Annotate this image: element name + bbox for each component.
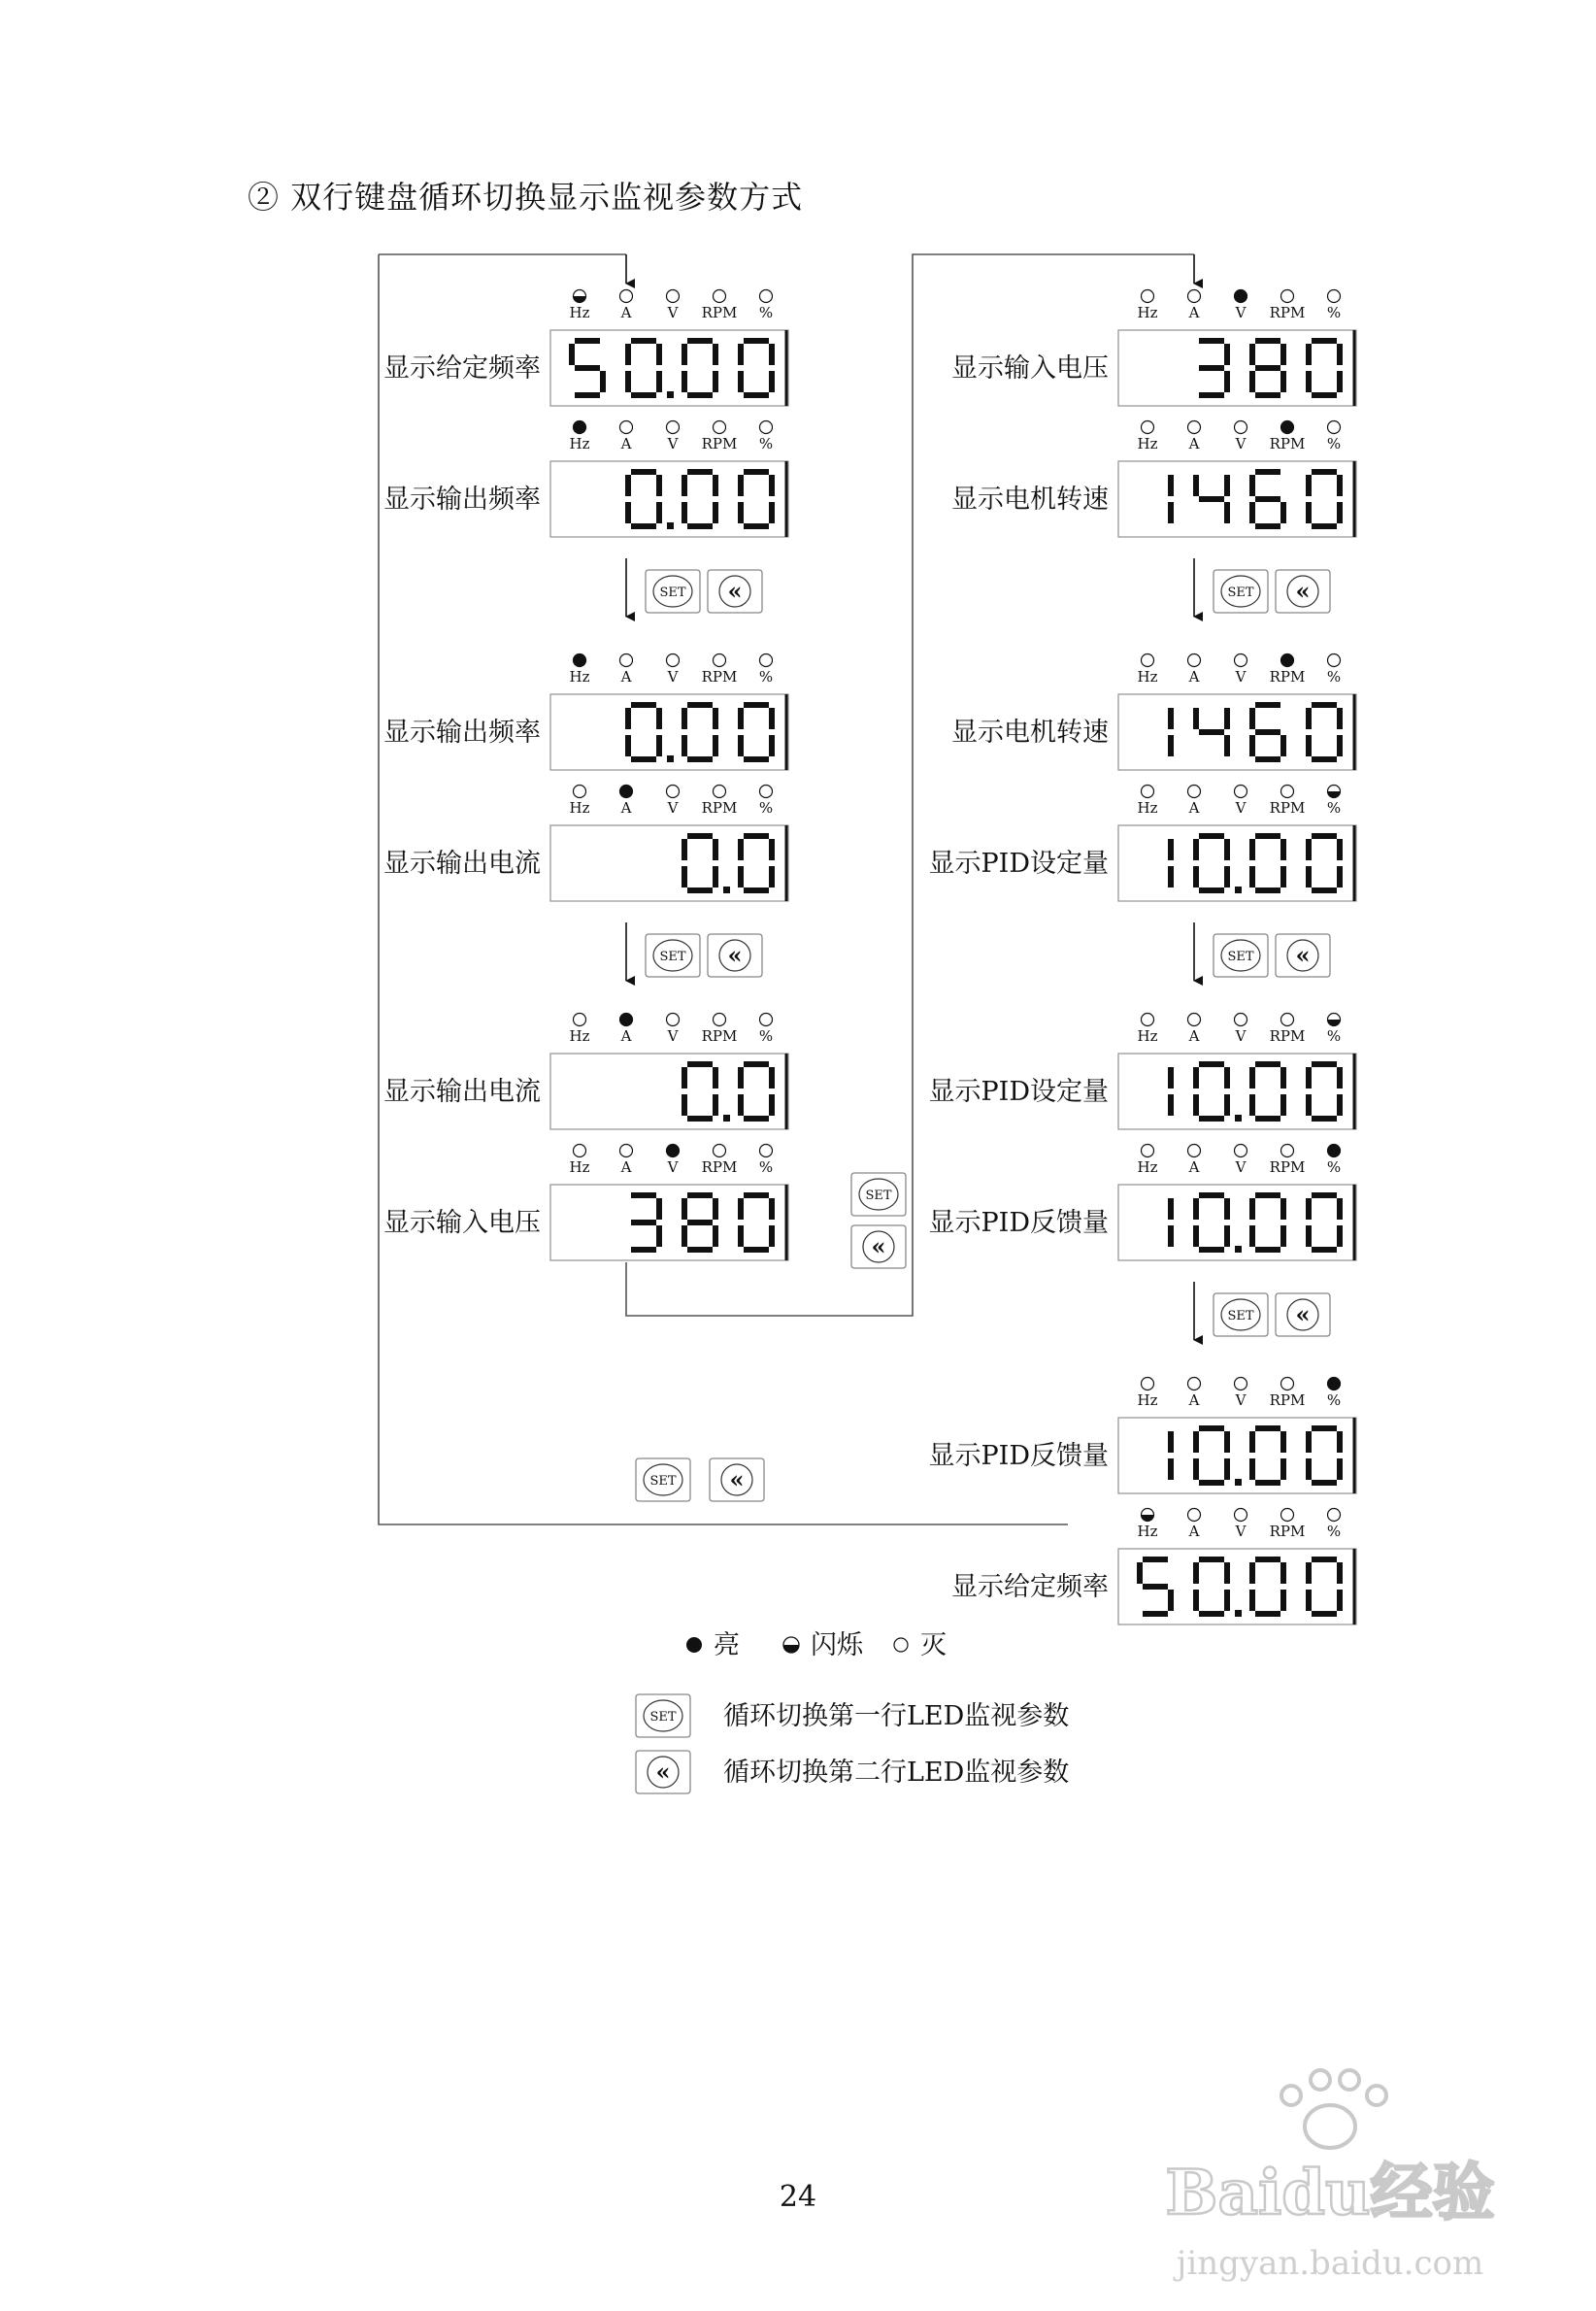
shift-key-2[interactable] xyxy=(1276,570,1330,613)
indicator-label: RPM xyxy=(701,668,738,686)
panel-r4-top-led-a-icon xyxy=(1188,1378,1201,1390)
indicator-label: RPM xyxy=(701,304,738,321)
panel-l3-top-led-v-icon xyxy=(667,1014,680,1026)
panel-l2-bottom-led-pct-icon xyxy=(760,786,773,798)
panel-l1-top-led-v-icon xyxy=(667,290,680,303)
indicator-label: % xyxy=(1326,1391,1342,1409)
panel-l3-bottom-label: 显示输入电压 xyxy=(383,1208,541,1238)
indicator-label: V xyxy=(667,1158,679,1176)
indicator-label: A xyxy=(1188,435,1200,452)
indicator-label: RPM xyxy=(1269,799,1306,817)
panel-l3-top-led-pct-icon xyxy=(760,1014,773,1026)
legend-set-key xyxy=(636,1694,690,1737)
indicator-label: RPM xyxy=(1269,1027,1306,1045)
indicator-label: % xyxy=(1326,304,1342,321)
indicator-label: A xyxy=(1188,668,1200,686)
shift-icon: « xyxy=(1295,577,1311,605)
indicator-label: Hz xyxy=(1137,799,1158,817)
indicator-label: A xyxy=(620,668,632,686)
indicator-label: V xyxy=(667,304,679,321)
indicator-label: RPM xyxy=(1269,304,1306,321)
indicator-label: RPM xyxy=(1269,1158,1306,1176)
panel-r2-bottom-led-rpm-icon xyxy=(1281,786,1294,798)
panel-l3-top-led-a-icon xyxy=(620,1014,633,1026)
panel-r2-top-label: 显示电机转速 xyxy=(951,718,1109,748)
panel-r3-bottom-led-v-icon xyxy=(1235,1145,1247,1157)
indicator-label: % xyxy=(758,668,774,686)
legend-blink-label: 闪烁 xyxy=(811,1630,863,1660)
indicator-label: V xyxy=(667,799,679,817)
legend-shift-key xyxy=(636,1751,690,1793)
set-key-0[interactable] xyxy=(646,570,700,613)
indicator-label: Hz xyxy=(569,304,590,321)
indicator-label: % xyxy=(758,1158,774,1176)
indicator-label: V xyxy=(1235,435,1247,452)
indicator-label: RPM xyxy=(701,799,738,817)
set-key-label: SET xyxy=(659,950,686,964)
panel-r2-bottom-label: 显示PID设定量 xyxy=(928,849,1109,879)
panel-l1-bottom-led-pct-icon xyxy=(760,421,773,434)
indicator-label: A xyxy=(620,1027,632,1045)
paw-pad-icon xyxy=(1305,2105,1355,2148)
indicator-label: V xyxy=(1235,1027,1247,1045)
panel-l1-top-label: 显示给定频率 xyxy=(383,353,541,384)
panel-l1-top-led-rpm-icon xyxy=(714,290,726,303)
panel-l1-top-led-hz-icon xyxy=(574,290,586,303)
watermark-url: jingyan.baidu.com xyxy=(1176,2244,1484,2283)
panel-l1-bottom-label: 显示输出频率 xyxy=(383,485,541,515)
panel-l2-top-led-pct-icon xyxy=(760,654,773,667)
indicator-label: % xyxy=(1326,1523,1342,1540)
indicator-label: A xyxy=(1188,1158,1200,1176)
indicator-label: % xyxy=(758,1027,774,1045)
set-key-2[interactable] xyxy=(1214,570,1268,613)
indicator-label: RPM xyxy=(1269,435,1306,452)
indicator-label: % xyxy=(1326,668,1342,686)
set-key-3[interactable] xyxy=(1214,934,1268,977)
panel-r3-top-label: 显示PID设定量 xyxy=(928,1077,1109,1107)
panel-r4-top-led-rpm-icon xyxy=(1281,1378,1294,1390)
panel-l1-bottom-led-a-icon xyxy=(620,421,633,434)
panel-r1-top-led-v-icon xyxy=(1235,290,1247,303)
shift-key-loop[interactable] xyxy=(851,1225,906,1268)
shift-icon: « xyxy=(655,1758,671,1786)
panel-l3-top-led-hz-icon xyxy=(574,1014,586,1026)
indicator-label: A xyxy=(620,1158,632,1176)
indicator-label: Hz xyxy=(1137,1523,1158,1540)
set-key-label: SET xyxy=(649,1710,677,1725)
watermark-brand: Baidu经验 xyxy=(1165,2157,1495,2229)
panel-r1-bottom-led-rpm-icon xyxy=(1281,421,1294,434)
indicator-label: Hz xyxy=(569,1027,590,1045)
indicator-label: % xyxy=(1326,799,1342,817)
indicator-label: % xyxy=(758,799,774,817)
panel-r4-top-led-v-icon xyxy=(1235,1378,1247,1390)
indicator-label: V xyxy=(667,435,679,452)
panel-l1-bottom-led-v-icon xyxy=(667,421,680,434)
panel-r1-top-led-hz-icon xyxy=(1142,290,1154,303)
panel-r3-bottom-label: 显示PID反馈量 xyxy=(928,1208,1109,1238)
panel-l1-bottom-led-rpm-icon xyxy=(714,421,726,434)
indicator-label: V xyxy=(667,1027,679,1045)
panel-l3-top-label: 显示输出电流 xyxy=(383,1077,541,1107)
shift-icon: « xyxy=(727,941,743,969)
set-key-1[interactable] xyxy=(646,934,700,977)
indicator-label: RPM xyxy=(701,1158,738,1176)
shift-key-1[interactable] xyxy=(708,934,762,977)
legend-set-desc: 循环切换第一行LED监视参数 xyxy=(723,1701,1070,1731)
panel-r1-top-led-a-icon xyxy=(1188,290,1201,303)
set-key-label: SET xyxy=(659,586,686,600)
shift-icon: « xyxy=(1295,941,1311,969)
shift-icon: « xyxy=(727,577,743,605)
indicator-label: % xyxy=(758,435,774,452)
panel-r4-bottom-led-a-icon xyxy=(1188,1509,1201,1522)
shift-icon: « xyxy=(729,1465,745,1493)
indicator-label: % xyxy=(1326,435,1342,452)
panel-r3-top-led-a-icon xyxy=(1188,1014,1201,1026)
indicator-label: V xyxy=(1235,1391,1247,1409)
indicator-label: V xyxy=(1235,1523,1247,1540)
panel-l3-bottom-led-hz-icon xyxy=(574,1145,586,1157)
indicator-label: A xyxy=(1188,1391,1200,1409)
panel-r3-top-led-pct-icon xyxy=(1328,1014,1341,1026)
indicator-label: Hz xyxy=(1137,304,1158,321)
panel-r1-top-label: 显示输入电压 xyxy=(951,353,1109,384)
shift-icon: « xyxy=(1295,1300,1311,1328)
panel-l2-bottom-led-rpm-icon xyxy=(714,786,726,798)
panel-r1-top-led-pct-icon xyxy=(1328,290,1341,303)
set-key-label: SET xyxy=(865,1189,892,1203)
panel-r2-top-led-v-icon xyxy=(1235,654,1247,667)
legend-shift-desc: 循环切换第二行LED监视参数 xyxy=(723,1758,1070,1788)
legend-off-label: 灭 xyxy=(920,1630,947,1660)
panel-l3-bottom-led-rpm-icon xyxy=(714,1145,726,1157)
panel-r3-bottom-led-hz-icon xyxy=(1142,1145,1154,1157)
panel-l1 xyxy=(0,0,788,537)
panel-r2-top-led-pct-icon xyxy=(1328,654,1341,667)
panel-r1-bottom-label: 显示电机转速 xyxy=(951,485,1109,515)
panel-r3-bottom-led-a-icon xyxy=(1188,1145,1201,1157)
set-key-label: SET xyxy=(1227,1309,1254,1323)
indicator-label: RPM xyxy=(701,435,738,452)
indicator-label: Hz xyxy=(569,668,590,686)
indicator-label: Hz xyxy=(1137,1158,1158,1176)
panel-r4-bottom-led-rpm-icon xyxy=(1281,1509,1294,1522)
panel-r4-top-label: 显示PID反馈量 xyxy=(928,1441,1109,1471)
panel-l1-top-led-a-icon xyxy=(620,290,633,303)
indicator-label: V xyxy=(1235,799,1247,817)
panel-r3-top-led-v-icon xyxy=(1235,1014,1247,1026)
section-heading: ② 双行键盘循环切换显示监视参数方式 xyxy=(248,179,804,216)
shift-key-0[interactable] xyxy=(708,570,762,613)
panel-r3-top-led-rpm-icon xyxy=(1281,1014,1294,1026)
indicator-label: Hz xyxy=(1137,435,1158,452)
panel-r1-top-led-rpm-icon xyxy=(1281,290,1294,303)
panel-l2-bottom-led-hz-icon xyxy=(574,786,586,798)
panel-l2-top-led-hz-icon xyxy=(574,654,586,667)
panel-l3-bottom-led-v-icon xyxy=(667,1145,680,1157)
indicator-label: V xyxy=(1235,668,1247,686)
indicator-label: A xyxy=(620,304,632,321)
panel-r4-bottom-led-hz-icon xyxy=(1142,1509,1154,1522)
panel-r4-bottom-led-pct-icon xyxy=(1328,1509,1341,1522)
shift-key-3[interactable] xyxy=(1276,934,1330,977)
indicator-label: Hz xyxy=(1137,1027,1158,1045)
panel-l2-top-led-v-icon xyxy=(667,654,680,667)
indicator-label: RPM xyxy=(1269,1391,1306,1409)
legend-off-icon xyxy=(894,1638,908,1652)
panel-r2-bottom-led-hz-icon xyxy=(1142,786,1154,798)
set-key-bottom[interactable] xyxy=(636,1458,690,1501)
shift-key-bottom[interactable] xyxy=(710,1458,764,1501)
indicator-label: RPM xyxy=(1269,1523,1306,1540)
panel-l2-top-led-a-icon xyxy=(620,654,633,667)
indicator-label: A xyxy=(620,435,632,452)
panel-l3-bottom-led-pct-icon xyxy=(760,1145,773,1157)
loop-line-mid xyxy=(626,254,1194,1316)
indicator-label: Hz xyxy=(1137,668,1158,686)
panel-r1-bottom-led-a-icon xyxy=(1188,421,1201,434)
set-key-loop[interactable] xyxy=(851,1173,906,1216)
panel-l3-bottom-led-a-icon xyxy=(620,1145,633,1157)
baidu-watermark xyxy=(1136,2059,1524,2292)
panel-r2-top-led-a-icon xyxy=(1188,654,1201,667)
indicator-label: % xyxy=(1326,1158,1342,1176)
panel-l3 xyxy=(0,0,788,1260)
panel-l2-top-led-rpm-icon xyxy=(714,654,726,667)
panel-r2-bottom-led-pct-icon xyxy=(1328,786,1341,798)
panel-l2-bottom-label: 显示输出电流 xyxy=(383,849,541,879)
panel-r3-bottom-led-rpm-icon xyxy=(1281,1145,1294,1157)
panel-r2-top-led-hz-icon xyxy=(1142,654,1154,667)
panel-l2-top-label: 显示输出频率 xyxy=(383,718,541,748)
indicator-label: Hz xyxy=(569,799,590,817)
indicator-label: Hz xyxy=(569,1158,590,1176)
page-number: 24 xyxy=(779,2180,817,2214)
indicator-label: Hz xyxy=(569,435,590,452)
set-key-label: SET xyxy=(1227,586,1254,600)
indicator-label: A xyxy=(620,799,632,817)
indicator-label: % xyxy=(1326,1027,1342,1045)
panel-r1-bottom-led-hz-icon xyxy=(1142,421,1154,434)
panel-r1-bottom-led-pct-icon xyxy=(1328,421,1341,434)
legend-on-label: 亮 xyxy=(714,1630,740,1660)
indicator-label: A xyxy=(1188,1027,1200,1045)
set-key-label: SET xyxy=(649,1474,677,1489)
panel-r1-bottom-led-v-icon xyxy=(1235,421,1247,434)
legend-on-icon xyxy=(686,1637,702,1653)
shift-key-4[interactable] xyxy=(1276,1293,1330,1336)
panel-l1-top-led-pct-icon xyxy=(760,290,773,303)
set-key-label: SET xyxy=(1227,950,1254,964)
panel-l1-bottom-led-hz-icon xyxy=(574,421,586,434)
set-key-4[interactable] xyxy=(1214,1293,1268,1336)
indicator-label: V xyxy=(1235,304,1247,321)
indicator-label: A xyxy=(1188,1523,1200,1540)
panel-r4-top-led-pct-icon xyxy=(1328,1378,1341,1390)
panel-r4-top-led-hz-icon xyxy=(1142,1378,1154,1390)
indicator-label: % xyxy=(758,304,774,321)
panel-l2-bottom-led-a-icon xyxy=(620,786,633,798)
indicator-label: V xyxy=(667,668,679,686)
shift-icon: « xyxy=(871,1232,886,1260)
panel-r3-bottom-led-pct-icon xyxy=(1328,1145,1341,1157)
panel-l3-top-led-rpm-icon xyxy=(714,1014,726,1026)
panel-r4-bottom-led-v-icon xyxy=(1235,1509,1247,1522)
panel-l2-bottom-led-v-icon xyxy=(667,786,680,798)
indicator-label: Hz xyxy=(1137,1391,1158,1409)
panel-r4-bottom-label: 显示给定频率 xyxy=(951,1572,1109,1602)
indicator-label: A xyxy=(1188,799,1200,817)
indicator-label: RPM xyxy=(1269,668,1306,686)
indicator-label: A xyxy=(1188,304,1200,321)
panel-r2-bottom-led-v-icon xyxy=(1235,786,1247,798)
indicator-label: V xyxy=(1235,1158,1247,1176)
panel-r2-top-led-rpm-icon xyxy=(1281,654,1294,667)
panel-r3-top-led-hz-icon xyxy=(1142,1014,1154,1026)
panel-r1 xyxy=(0,0,1356,537)
indicator-label: RPM xyxy=(701,1027,738,1045)
panel-r2-bottom-led-a-icon xyxy=(1188,786,1201,798)
